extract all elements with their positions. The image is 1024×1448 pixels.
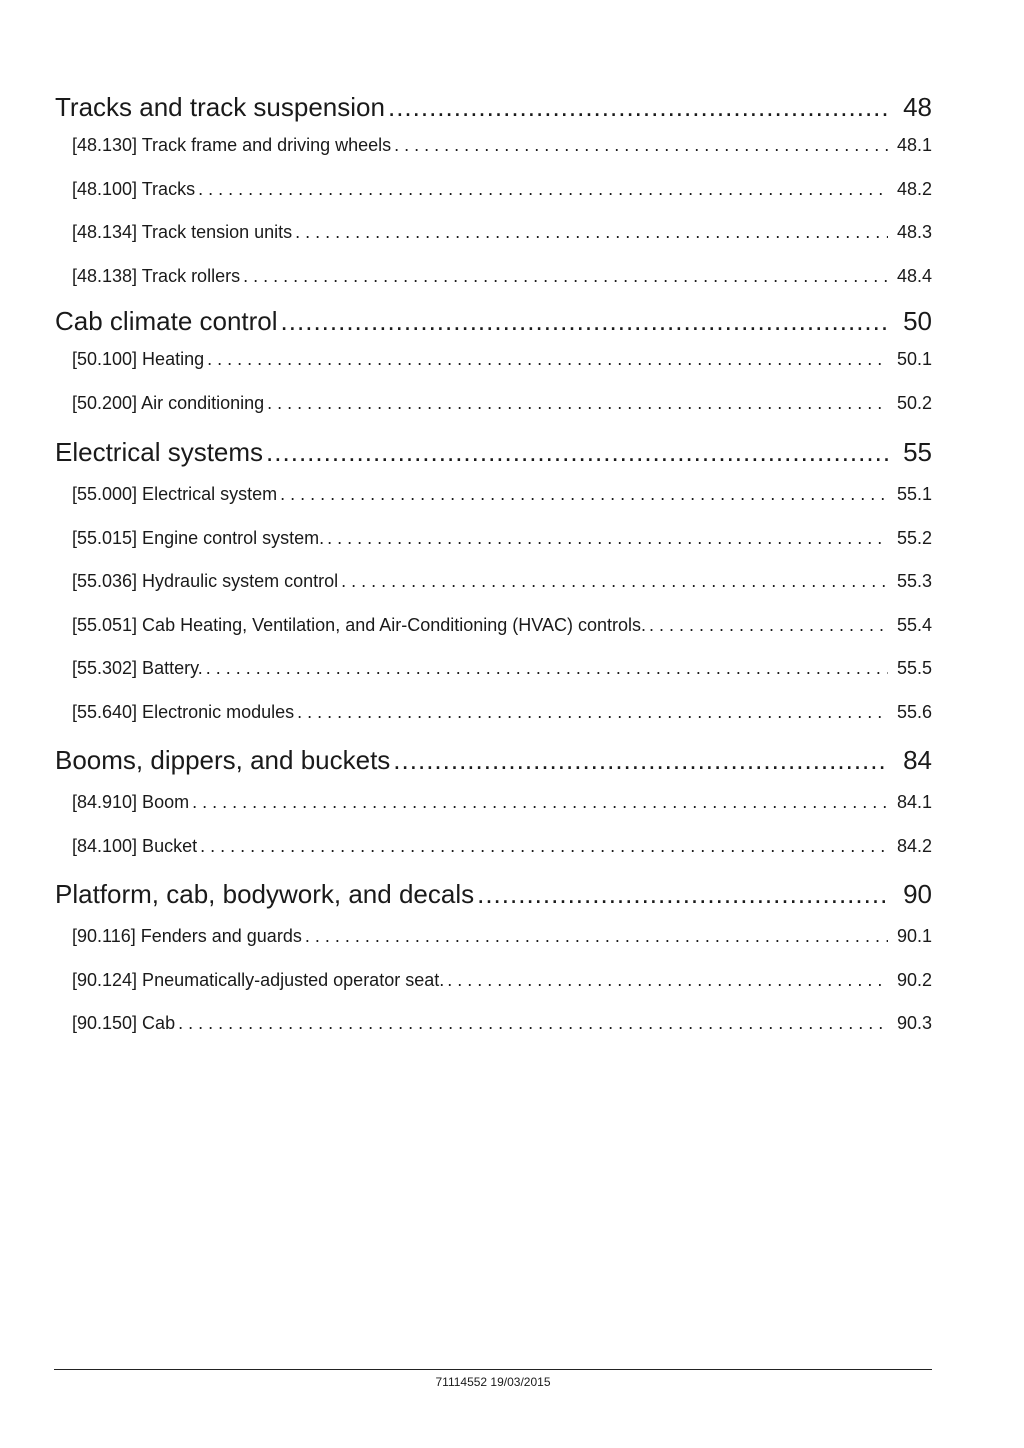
dot-leader (178, 1002, 888, 1046)
item-title: [84.100] Bucket (72, 835, 198, 856)
dot-leader (266, 431, 888, 473)
item-title: [90.150] Cab (72, 1013, 176, 1033)
dot-leader (206, 647, 888, 691)
item-page: 84.1 (896, 792, 932, 812)
item-page: 55.2 (896, 527, 932, 548)
dot-leader (327, 517, 888, 561)
footer-divider (54, 1369, 932, 1370)
toc-item[interactable] (55, 825, 932, 869)
toc-section-platform[interactable] (55, 873, 932, 915)
toc-item[interactable] (55, 560, 932, 604)
toc-item[interactable] (55, 255, 932, 299)
dot-leader (297, 691, 888, 735)
item-title: [55.302] Battery. (72, 658, 203, 678)
item-page: 84.2 (896, 835, 932, 856)
section-page: 48 (903, 92, 932, 122)
toc-item[interactable] (55, 915, 932, 959)
item-page: 50.2 (896, 392, 932, 413)
item-title: [55.036] Hydraulic system control (72, 571, 339, 591)
item-title: [90.116] Fenders and guards (72, 926, 302, 946)
toc-item[interactable] (55, 382, 932, 426)
item-page: 55.1 (896, 484, 932, 504)
dot-leader (198, 168, 888, 212)
dot-leader (267, 382, 888, 426)
item-page: 55.4 (896, 614, 932, 635)
dot-leader (192, 781, 888, 825)
dot-leader (305, 915, 888, 959)
item-title: [48.100] Tracks (72, 178, 196, 199)
toc-section-tracks[interactable] (55, 86, 932, 128)
dot-leader (393, 739, 888, 781)
toc-item[interactable] (55, 604, 932, 648)
section-title: Booms, dippers, and buckets (55, 745, 391, 775)
item-title: [48.130] Track frame and driving wheels (72, 135, 392, 155)
dot-leader (341, 560, 888, 604)
dot-leader (295, 211, 888, 255)
item-page: 55.5 (896, 658, 932, 678)
dot-leader (447, 959, 888, 1003)
section-page: 84 (903, 745, 932, 775)
footer-doc-id-date: 71114552 19/03/2015 (435, 1375, 551, 1389)
item-title: [55.051] Cab Heating, Ventilation, and Air-Conditioning (HVAC) controls. (72, 614, 646, 635)
dot-leader (280, 473, 888, 517)
toc-item[interactable] (55, 647, 932, 691)
item-title: [48.134] Track tension units (72, 222, 293, 242)
section-page: 55 (903, 437, 932, 467)
toc-item[interactable] (55, 1002, 932, 1046)
toc-item[interactable] (55, 338, 932, 382)
item-page: 48.4 (896, 265, 932, 286)
toc-item[interactable] (55, 691, 932, 735)
item-page: 90.3 (896, 1013, 932, 1033)
dot-leader (243, 255, 888, 299)
item-title: [55.000] Electrical system (72, 484, 278, 504)
item-title: [50.100] Heating (72, 349, 205, 369)
dot-leader (200, 825, 888, 869)
item-title: [48.138] Track rollers (72, 265, 241, 286)
item-title: [90.124] Pneumatically-adjusted operator seat. (72, 969, 445, 990)
section-page: 90 (903, 879, 932, 909)
section-title: Tracks and track suspension (55, 92, 385, 122)
toc-section-cab-climate[interactable] (55, 300, 932, 342)
toc-item[interactable] (55, 124, 932, 168)
table-of-contents (55, 86, 932, 1046)
item-page: 48.3 (896, 222, 932, 242)
item-page: 50.1 (896, 349, 932, 369)
item-title: [50.200] Air conditioning (72, 392, 265, 413)
dot-leader (281, 300, 888, 342)
item-title: [84.910] Boom (72, 792, 190, 812)
dot-leader (207, 338, 888, 382)
item-page: 90.2 (896, 969, 932, 990)
item-page: 55.6 (896, 701, 932, 722)
section-title: Electrical systems (55, 437, 264, 467)
dot-leader (394, 124, 888, 168)
toc-item[interactable] (55, 959, 932, 1003)
item-page: 48.1 (896, 135, 932, 155)
item-page: 48.2 (896, 178, 932, 199)
toc-section-electrical[interactable] (55, 431, 932, 473)
item-page: 90.1 (896, 926, 932, 946)
dot-leader (388, 86, 888, 128)
toc-item[interactable] (55, 473, 932, 517)
item-title: [55.640] Electronic modules (72, 701, 295, 722)
toc-item[interactable] (55, 781, 932, 825)
toc-item[interactable] (55, 211, 932, 255)
section-page: 50 (903, 306, 932, 336)
dot-leader (649, 604, 888, 648)
dot-leader (477, 873, 888, 915)
toc-section-booms[interactable] (55, 739, 932, 781)
toc-item[interactable] (55, 168, 932, 212)
section-title: Cab climate control (55, 306, 278, 336)
item-title: [55.015] Engine control system. (72, 527, 325, 548)
section-title: Platform, cab, bodywork, and decals (55, 879, 475, 909)
toc-item[interactable] (55, 517, 932, 561)
item-page: 55.3 (896, 571, 932, 591)
